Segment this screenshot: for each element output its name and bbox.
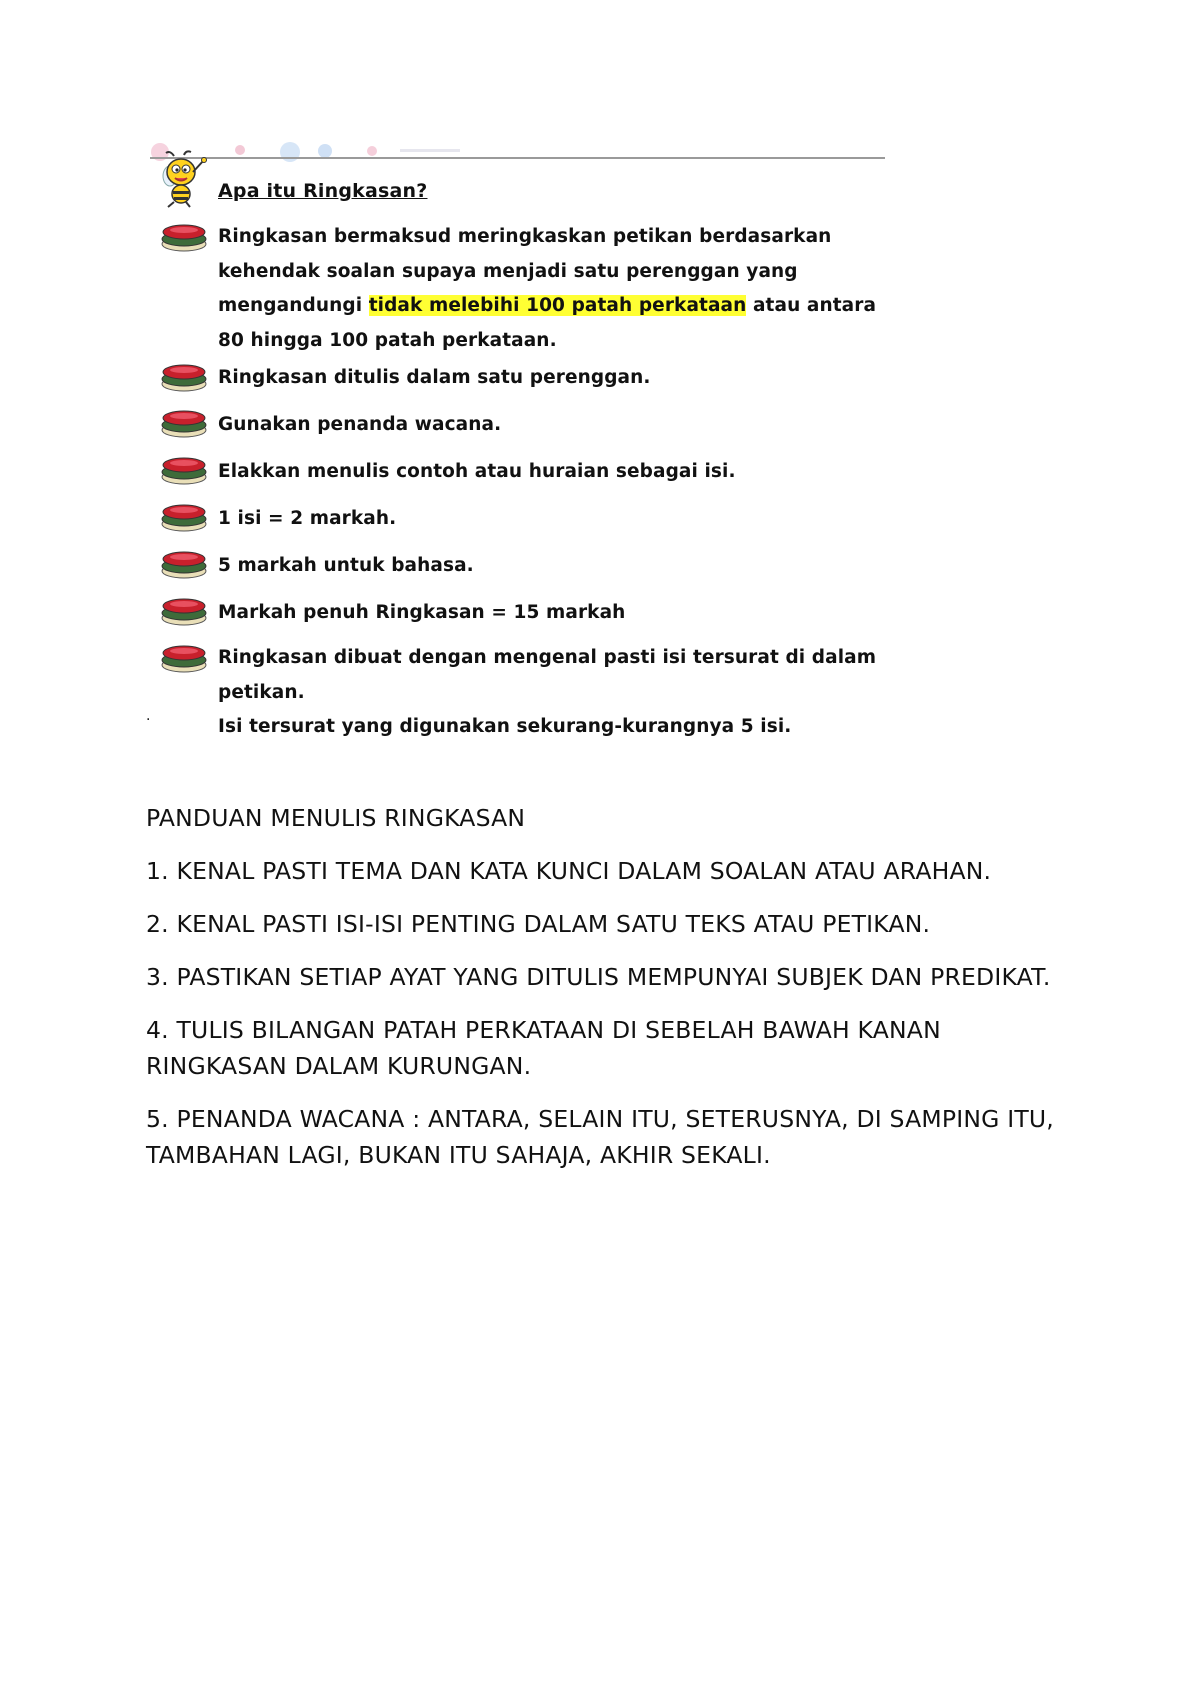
guide-item: 3. PASTIKAN SETIAP AYAT YANG DITULIS MEMPUNYAI SUBJEK DAN PREDIKAT. — [146, 963, 1051, 991]
guide-item: 4. TULIS BILANGAN PATAH PERKATAAN DI SEBELAH BAWAH KANAN RINGKASAN DALAM KURUNGAN. — [146, 1016, 941, 1080]
guide-item: 1. KENAL PASTI TEMA DAN KATA KUNCI DALAM SOALAN ATAU ARAHAN. — [146, 857, 992, 885]
book-stack-icon — [160, 502, 208, 532]
book-stack-icon — [160, 549, 208, 579]
bullet-item: Ringkasan ditulis dalam satu perenggan. — [218, 367, 651, 388]
bullet-item: 5 markah untuk bahasa. — [218, 555, 474, 576]
bullet-item: Elakkan menulis contoh atau huraian sebagai isi. — [218, 461, 736, 482]
stray-dot: . — [146, 708, 151, 724]
guide-item: 5. PENANDA WACANA : ANTARA, SELAIN ITU, SETERUSNYA, DI SAMPING ITU, TAMBAHAN LAGI, BUKAN ITU SAHAJA, AKHIR SEKALI. — [146, 1105, 1054, 1169]
bullet-last — [218, 641, 878, 745]
definition-text-before: Ringkasan bermaksud meringkaskan petikan berdasarkan kehendak soalan supaya menjadi satu perenggan yang mengandungi — [218, 226, 832, 316]
guide-item: 2. KENAL PASTI ISI-ISI PENTING DALAM SATU TEKS ATAU PETIKAN. — [146, 910, 931, 938]
bullet-item: Gunakan penanda wacana. — [218, 414, 502, 435]
book-stack-icon — [160, 222, 208, 252]
bullet-item: 1 isi = 2 markah. — [218, 508, 397, 529]
book-stack-icon — [160, 455, 208, 485]
book-stack-icon — [160, 643, 208, 673]
bullet-definition — [218, 220, 878, 358]
book-stack-icon — [160, 596, 208, 626]
book-stack-icon — [160, 408, 208, 438]
book-stack-icon — [160, 362, 208, 392]
ringkasan-image-clip — [150, 140, 885, 737]
last-bullet-line1: Ringkasan dibuat dengan mengenal pasti isi tersurat di dalam petikan. — [218, 647, 877, 703]
definition-text-after: atau antara 80 hingga 100 patah perkataan. — [218, 295, 877, 351]
box-heading: Apa itu Ringkasan? — [218, 180, 428, 202]
bee-mascot-icon — [160, 150, 208, 208]
guide-section — [146, 800, 1076, 1190]
bullet-item: Markah penuh Ringkasan = 15 markah — [218, 602, 626, 623]
highlight-word-limit: tidak melebihi 100 patah perkataan — [368, 295, 747, 316]
guide-title: PANDUAN MENULIS RINGKASAN — [146, 804, 526, 832]
top-divider — [150, 157, 885, 159]
last-bullet-line2: Isi tersurat yang digunakan sekurang-kurangnya 5 isi. — [218, 716, 792, 737]
